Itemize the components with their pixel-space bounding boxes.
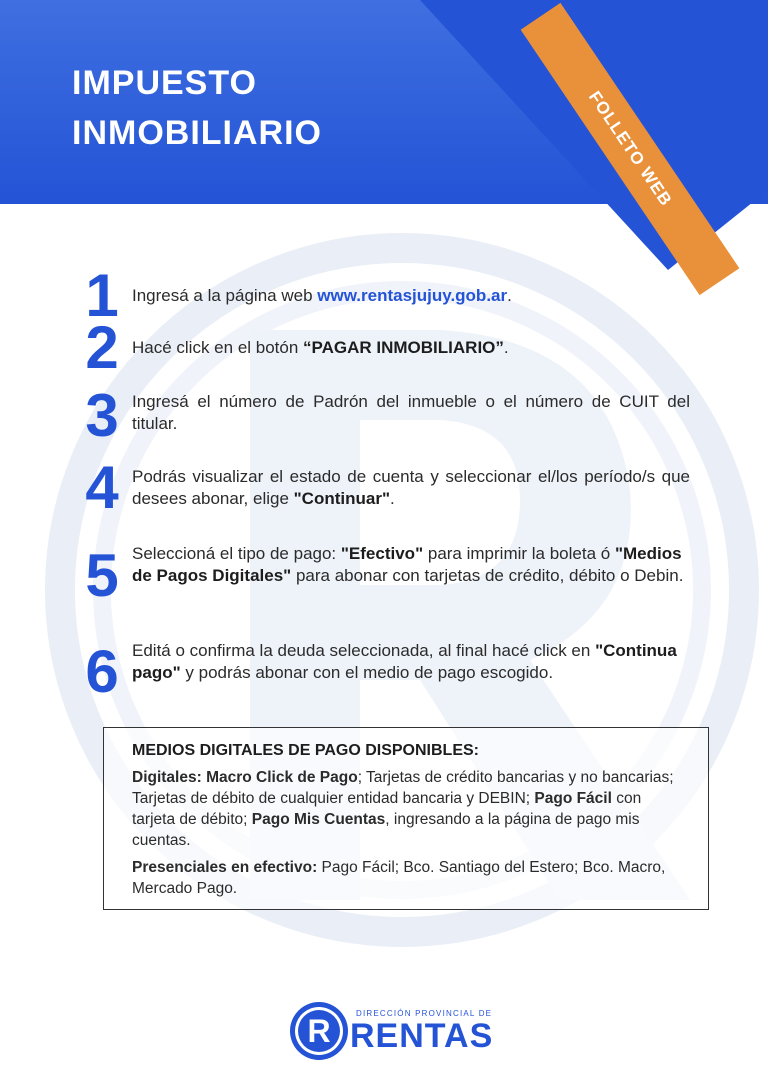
step-text-part: . <box>390 489 395 508</box>
step-number: 1 <box>85 262 119 329</box>
rentas-r-logo-icon <box>288 1000 350 1062</box>
step-number: 5 <box>85 542 119 609</box>
logo-name: RENTAS <box>350 1017 494 1055</box>
step-text-part: Podrás visualizar el estado de cuenta y seleccionar el/los período/s que desees abonar, elige <box>132 467 690 508</box>
payment-text: , ingresando a la página de pago mis cuentas. <box>132 811 640 849</box>
title-line-2: INMOBILIARIO <box>72 114 322 152</box>
digital-label: Digitales: <box>132 769 202 786</box>
step-number: 3 <box>85 382 119 449</box>
step-text-bold: "Efectivo" <box>340 544 424 563</box>
payment-option: Macro Click de Pago <box>206 769 358 786</box>
step-text <box>132 543 690 587</box>
step-text-part: . <box>507 286 512 305</box>
step-text-part: Hacé click en el botón <box>132 338 304 357</box>
digital-payments-text <box>132 767 680 851</box>
payment-methods-box <box>103 727 709 910</box>
payment-text: ; Tarjetas de crédito bancarias y no bancarias; Tarjetas de débito de cualquier entidad bancaria y DEBIN; <box>132 769 674 807</box>
step-text-part: Seleccioná el tipo de pago: <box>132 544 341 563</box>
logo-letter: R <box>307 1013 331 1049</box>
step-text-part: para abonar con tarjetas de crédito, débito o Debin. <box>291 566 684 585</box>
page-title <box>72 58 322 158</box>
step-text-bold: "Continuar" <box>293 489 391 508</box>
payment-text: Pago Fácil; Bco. Santiago del Estero; Bco. Macro, Mercado Pago. <box>132 859 666 897</box>
step-text-bold: "Continua pago" <box>132 641 677 682</box>
step-text-bold: "Medios de Pagos Digitales" <box>132 544 682 585</box>
payment-option: Pago Fácil <box>534 790 612 807</box>
step-text: Ingresá el número de Padrón del inmueble o el número de CUIT del titular. <box>132 392 690 433</box>
step-text <box>132 466 690 510</box>
payment-methods-title: MEDIOS DIGITALES DE PAGO DISPONIBLES: <box>132 742 479 759</box>
ribbon-label: FOLLETO WEB <box>584 87 676 210</box>
step-number: 4 <box>85 454 119 521</box>
step-text <box>132 640 690 684</box>
step-text-part: . <box>503 338 509 357</box>
website-link[interactable]: www.rentasjujuy.gob.ar <box>317 286 508 305</box>
step-text-part: Editá o confirma la deuda seleccionada, al final hacé click en <box>132 641 596 660</box>
payment-option: Pago Mis Cuentas <box>251 811 386 828</box>
cash-payments-text <box>132 857 680 899</box>
step-text <box>132 285 690 307</box>
step-number: 6 <box>85 638 119 705</box>
title-line-1: IMPUESTO <box>72 64 257 102</box>
rentas-logo <box>288 996 494 1066</box>
step-text <box>132 337 690 359</box>
cash-label: Presenciales en efectivo: <box>132 859 318 876</box>
payment-text: con tarjeta de débito; <box>132 790 642 828</box>
logo-subtitle: DIRECCIÓN PROVINCIAL DE <box>356 1009 493 1018</box>
step-text-part: y podrás abonar con el medio de pago escogido. <box>180 663 554 682</box>
step-text-part: Ingresá a la página web <box>132 286 318 305</box>
step-text-part: para imprimir la boleta ó <box>423 544 615 563</box>
step-text-bold: “PAGAR INMOBILIARIO” <box>303 338 504 357</box>
step-number: 2 <box>85 314 119 381</box>
